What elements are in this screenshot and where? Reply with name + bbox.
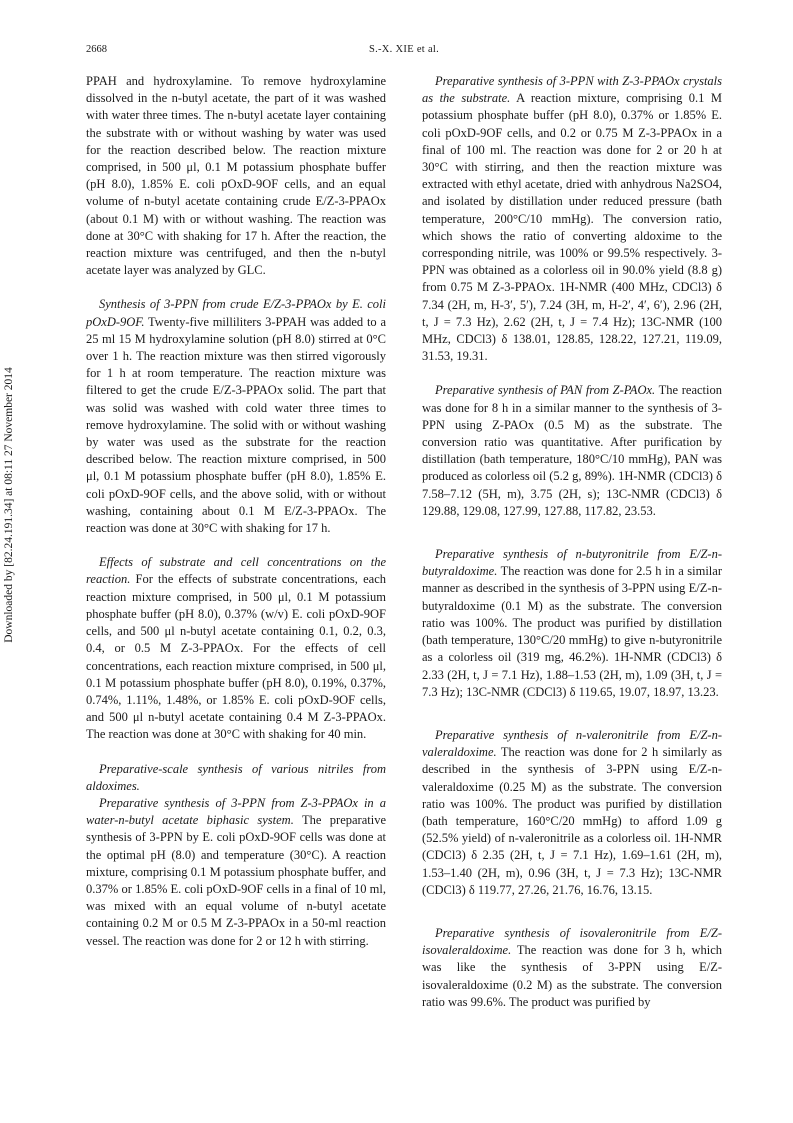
section-heading: Effects of substrate and cell concentrations on the reaction. — [86, 555, 386, 587]
section-heading: Preparative-scale synthesis of various nitriles from aldoximes. — [86, 761, 386, 793]
paragraph-body: The reaction was done for 2.5 h in a similar manner as described in the synthesis of 3-PPN using E/Z-n-butyraldoxime (0.1 M) as the substrate. The conversion ratio was 100%. The product was purified by distillation (bath temperature, 130°C/20 mmHg) to give n-butyronitrile as a colorless oil (319 mg, 46.2%). 1H-NMR (CDCl3) δ 2.33 (2H, t, J = 7.1 Hz), 1.88–1.53 (2H, m), 1.09 (3H, t, J = 7.3 Hz); 13C-NMR (CDCl3) δ 119.65, 19.07, 18.97, 13.23. — [422, 564, 722, 699]
section-heading: Preparative synthesis of n-butyronitrile from E/Z-n-butyraldoxime. — [422, 547, 722, 579]
running-title: S.-X. XIE et al. — [368, 44, 440, 55]
download-sidebar — [0, 0, 18, 1123]
paragraph-body: The reaction was done for 8 h in a similar manner to the synthesis of 3-PPN using Z-PAOx (0.5 M) as the substrate. The conversion ratio was quantitative. After purification by distillation (bath temperature, 180°C/10 mmHg), PAN was produced as colorless oil (5.2 g, 89%). 1H-NMR (CDCl3) δ 7.58–7.12 (5H, m), 3.75 (2H, s); 13C-NMR (CDCl3) δ 129.88, 129.08, 127.99, 127.88, 117.82, 23.53. — [422, 383, 722, 518]
paragraph — [422, 73, 722, 365]
paragraph — [86, 554, 386, 743]
paragraph — [86, 795, 386, 950]
paragraph-body: For the effects of substrate concentrations, each reaction mixture comprised, in 500 μl, 0.1 M potassium phosphate buffer (pH 8.0), 0.37% (w/v) E. coli pOxD-9OF cells, and 500 μl n-butyl acetate containing 0.1, 0.2, 0.3, 0.4, or 0.5 M Z-3-PPAOx. For the effects of cell concentrations, each reaction mixture comprised, in 500 μl, 0.1 M potassium phosphate buffer (pH 8.0), 0.19%, 0.37%, 0.74%, 1.11%, 1.48%, or 1.85% E. coli pOxD-9OF cells, and 500 μl n-butyl acetate containing 0.4 M Z-3-PPAOx. The reaction was done at 30°C with shaking for 40 min. — [86, 572, 386, 742]
paragraph-body: The reaction was done for 3 h, which was like the synthesis of 3-PPN using E/Z-isovaleraldoxime (0.2 M) as the substrate. The conversion ratio was 99.6%. The product was purified by — [422, 943, 722, 1009]
paragraph-body: The preparative synthesis of 3-PPN by E. coli pOxD-9OF cells was done at the optimal pH (8.0) and temperature (30°C). A reaction mixture, comprising 0.1 M potassium phosphate buffer, and 0.37% or 1.85% E. coli pOxD-9OF cells in a final of 10 ml, was mixed with an equal volume of n-butyl acetate containing 0.2 M or 0.5 M Z-3-PPAOx in a 50-ml reaction vessel. The reaction was done for 2 or 12 h with stirring. — [86, 813, 386, 948]
paragraph — [86, 296, 386, 537]
paragraph — [422, 727, 722, 899]
paragraph — [422, 382, 722, 520]
right-column — [422, 73, 722, 1011]
download-note: Downloaded by [82.24.191.34] at 08:11 27 November 2014 — [3, 367, 15, 643]
paragraph — [422, 546, 722, 701]
left-column — [86, 73, 386, 950]
paragraph-body: Twenty-five milliliters 3-PPAH was added to a 25 ml 15 M hydroxylamine solution (pH 8.0) stirred at 0°C over 1 h. The reaction mixture was then stirred vigorously for 1 h at room temperature. The reaction mixture was filtered to get the crude E/Z-3-PPAOx solid. The part that was solid was washed with cold water three times to remove hydroxylamine. The solid with or without washing by water was used as the substrate for the reaction described below. The reaction mixture comprised, in 500 μl, 0.1 M potassium phosphate buffer (pH 8.0), 1.85% E. coli pOxD-9OF cells, and the above solid, with or without washing, containing about 0.1 M E/Z-3-PPAOx. The reaction was done at 30°C with shaking for 17 h. — [86, 314, 386, 536]
section-heading: Preparative synthesis of PAN from Z-PAOx. — [435, 383, 656, 398]
paragraph — [422, 925, 722, 1011]
section-heading: Preparative synthesis of n-valeronitrile from E/Z-n-valeraldoxime. — [422, 727, 722, 760]
paragraph-body: The reaction was done for 2 h similarly as described in the synthesis of 3-PPN using E/Z-n-valeraldoxime (0.25 M) as the substrate. The conversion ratio was 100%. The product was purified by distillation (bath temperature, 160°C/20 mmHg) to afford 1.09 g (52.5% yield) of n-valeronitrile as a colorless oil. 1H-NMR (CDCl3) δ 2.35 (2H, t, J = 7.1 Hz), 1.69–1.61 (2H, m), 1.53–1.40 (2H, m), 0.96 (3H, t, J = 7.3 Hz); 13C-NMR (CDCl3) δ 119.77, 27.26, 21.76, 16.76, 13.15. — [422, 745, 722, 897]
paragraph-body: A reaction mixture, comprising 0.1 M potassium phosphate buffer (pH 8.0), 0.37% or 1.85% E. coli pOxD-9OF cells, and 0.2 or 0.75 M Z-3-PPAOx in a final of 100 ml. The reaction was done for 2 or 20 h at 30°C with stirring, and then the reaction mixture was extracted with ethyl acetate, dried with anhydrous Na2SO4, and isolated by distillation under reduced pressure (bath temperature, 200°C/10 mmHg). The conversion ratio, which shows the ratio of converting aldoxime to the corresponding nitrile, was 100% or 99.5% respectively. 3-PPN was obtained as a colorless oil in 90.0% yield (8.8 g) from 0.75 M Z-3-PPAOx. 1H-NMR (400 MHz, CDCl3) δ 7.34 (2H, m, H-3′, 5′), 7.24 (3H, m, H-2′, 4′, 6′), 2.96 (2H, t, J = 7.3 Hz), 2.62 (2H, t, J = 7.4 Hz); 13C-NMR (100 MHz, CDCl3) δ 138.01, 128.85, 128.22, 127.21, 119.09, 31.53, 19.31. — [422, 91, 722, 364]
section-heading: Preparative synthesis of 3-PPN from Z-3-PPAOx in a water-n-butyl acetate biphasic system. — [86, 795, 386, 828]
paragraph — [86, 761, 386, 795]
section-heading: Preparative synthesis of isovaleronitrile from E/Z-isovaleraldoxime. — [422, 925, 722, 958]
section-heading: Preparative synthesis of 3-PPN with Z-3-PPAOx crystals as the substrate. — [422, 74, 722, 106]
paragraph: PPAH and hydroxylamine. To remove hydroxylamine dissolved in the n-butyl acetate, the part of it was washed with water three times. The n-butyl acetate layer containing the substrate with or without washing by water was used for the reaction described below. The reaction mixture comprised, in 500 μl, 0.1 M potassium phosphate buffer (pH 8.0), 1.85% E. coli pOxD-9OF cells, and an equal volume of n-butyl acetate containing crude E/Z-3-PPAOx (about 0.1 M) with or without washing. The reaction was done at 30°C with shaking for 17 h. After the reaction, the reaction mixture was centrifuged, and then the n-butyl acetate layer was analyzed by GLC. — [86, 74, 386, 278]
page-number: 2668 — [86, 44, 107, 55]
running-header — [86, 44, 722, 60]
section-heading: Synthesis of 3-PPN from crude E/Z-3-PPAOx by E. coli pOxD-9OF. — [86, 297, 386, 329]
